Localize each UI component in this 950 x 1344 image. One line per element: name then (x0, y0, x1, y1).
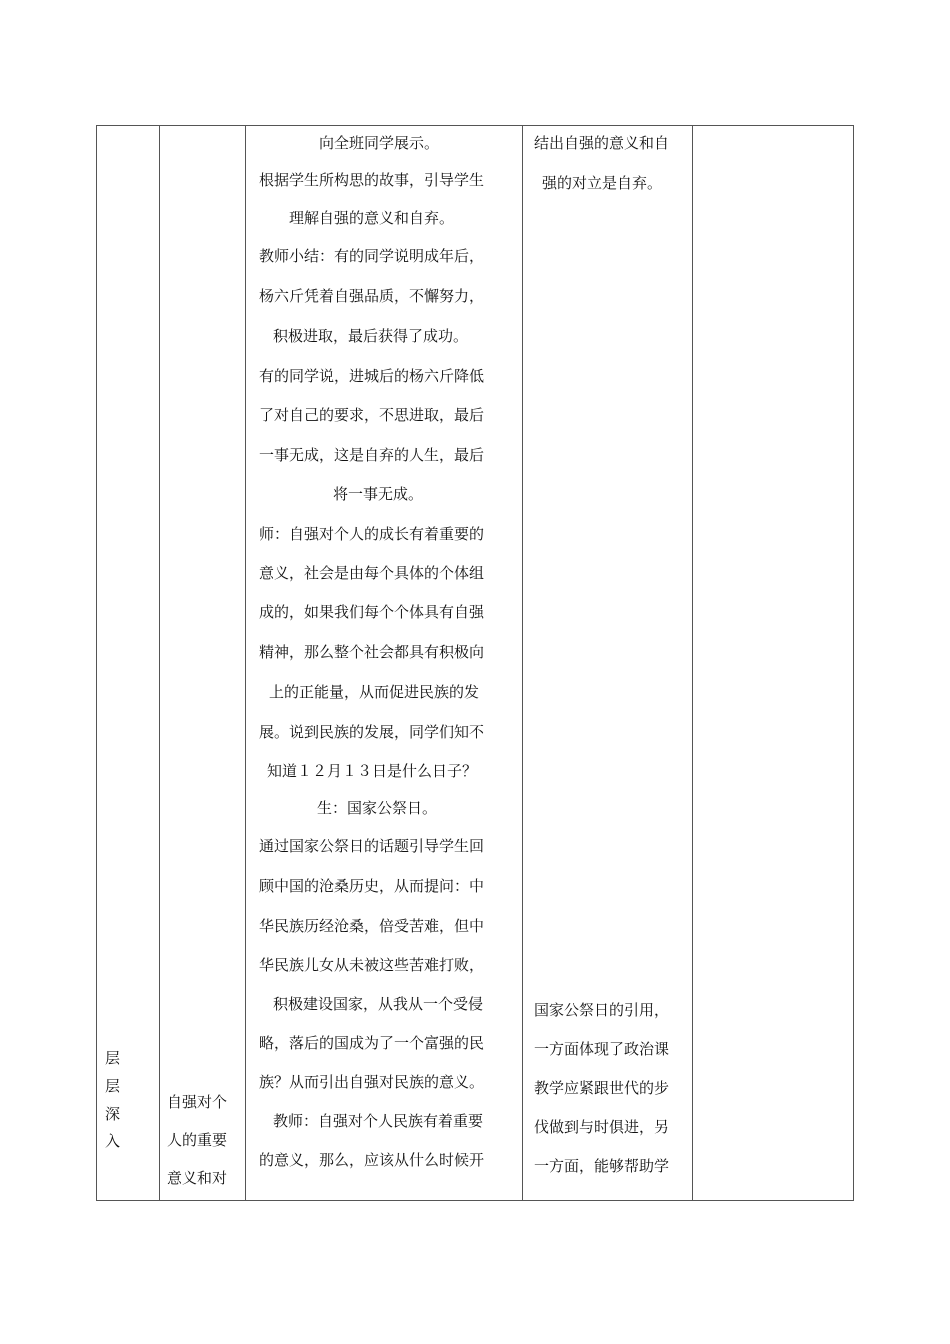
activity-line: 了对自己的要求，不思进取，最后 (259, 406, 485, 424)
activity-line: 向全班同学展示。 (319, 134, 440, 152)
lesson-table (96, 125, 854, 1201)
activity-line: 根据学生所构思的故事，引导学生 (259, 171, 485, 189)
activity-line: 顾中国的沧桑历史，从而提问：中 (259, 877, 485, 895)
activity-line: 有的同学说，进城后的杨六斤降低 (259, 367, 485, 385)
intent-line: 结出自强的意义和自 (534, 134, 670, 152)
activity-line: 积极建设国家，从我从一个受侵 (273, 995, 484, 1013)
activity-line: 一事无成，这是自弃的人生，最后 (259, 446, 485, 464)
activity-line: 成的，如果我们每个个体具有自强 (259, 603, 485, 621)
stage-cell (97, 126, 159, 1200)
intent-line: 伐做到与时俱进，另 (534, 1118, 670, 1136)
activity-line: 理解自强的意义和自弃。 (289, 209, 455, 227)
activity-line: 略，落后的国成为了一个富强的民 (259, 1034, 485, 1052)
intent-line: 一方面体现了政治课 (534, 1040, 670, 1058)
activity-line: 杨六斤凭着自强品质，不懈努力， (259, 287, 485, 305)
content-text: 意义和对 (167, 1169, 228, 1187)
activity-line: 知道１２月１３日是什么日子？ (267, 762, 478, 780)
content-cell (159, 126, 245, 1200)
stage-text: 层 (105, 1049, 121, 1067)
activity-line: 将一事无成。 (333, 485, 424, 503)
activity-line: 的意义，那么，应该从什么时候开 (259, 1151, 485, 1169)
stage-text: 层 (105, 1077, 121, 1095)
notes-cell (692, 126, 853, 1200)
activity-line: 教师小结：有的同学说明成年后， (259, 247, 485, 265)
intent-line: 国家公祭日的引用， (534, 1001, 670, 1019)
activity-line: 华民族历经沧桑，倍受苦难，但中 (259, 917, 485, 935)
content-text: 自强对个 (167, 1093, 228, 1111)
activity-line: 通过国家公祭日的话题引导学生回 (259, 837, 485, 855)
activity-line: 展。说到民族的发展，同学们知不 (259, 723, 485, 741)
stage-text: 深 (105, 1105, 121, 1123)
content-text: 人的重要 (167, 1131, 228, 1149)
intent-line: 强的对立是自弃。 (542, 174, 663, 192)
activity-line: 师：自强对个人的成长有着重要的 (259, 525, 485, 543)
activity-line: 积极进取，最后获得了成功。 (273, 327, 469, 345)
activity-line: 上的正能量，从而促进民族的发 (269, 683, 480, 701)
activity-line: 生：国家公祭日。 (317, 799, 438, 817)
intent-line: 一方面，能够帮助学 (534, 1157, 670, 1175)
intent-line: 教学应紧跟世代的步 (534, 1079, 670, 1097)
activity-line: 族？从而引出自强对民族的意义。 (259, 1073, 485, 1091)
activity-cell (245, 126, 522, 1200)
activity-line: 教师：自强对个人民族有着重要 (273, 1112, 484, 1130)
stage-text: 入 (105, 1132, 121, 1150)
activity-line: 精神，那么整个社会都具有积极向 (259, 643, 485, 661)
activity-line: 意义，社会是由每个具体的个体组 (259, 564, 485, 582)
activity-line: 华民族儿女从未被这些苦难打败， (259, 956, 485, 974)
intent-cell (522, 126, 692, 1200)
